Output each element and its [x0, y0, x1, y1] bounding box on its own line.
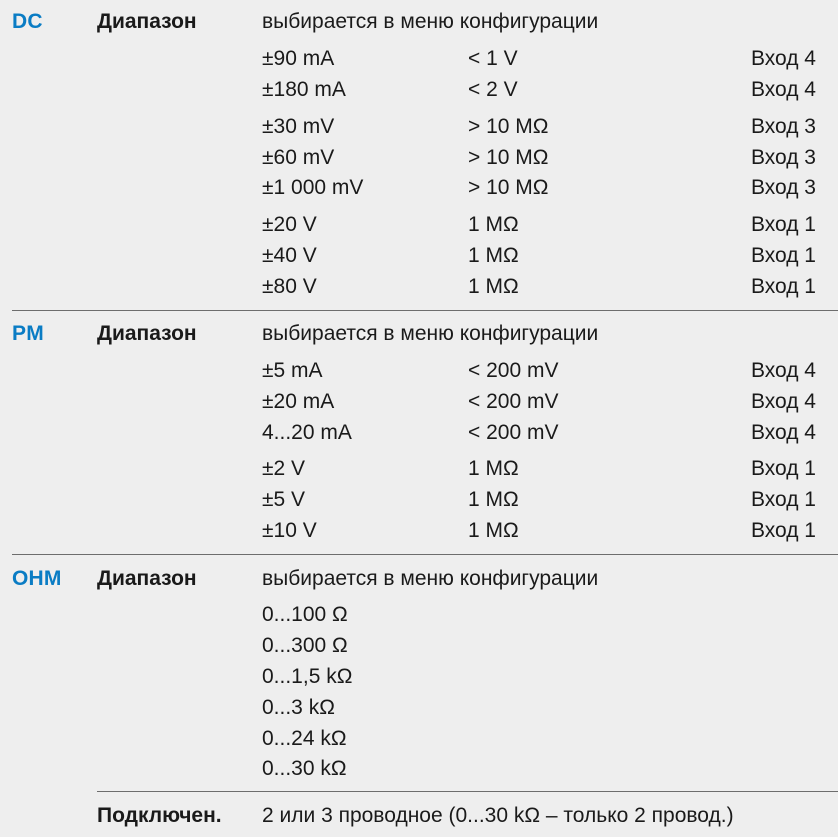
range-value: ±80 V — [262, 275, 317, 298]
ohm-range-label: Диапазон — [97, 567, 197, 590]
range-value: ±20 V — [262, 213, 317, 236]
impedance-value: 1 MΩ — [468, 244, 519, 267]
ohm-label: OHM — [12, 567, 62, 590]
impedance-value: 1 MΩ — [468, 457, 519, 480]
range-value: ±20 mA — [262, 390, 335, 413]
input-value: Вход 1 — [750, 488, 816, 511]
impedance-value: 1 MΩ — [468, 275, 519, 298]
range-value: ±1 000 mV — [262, 176, 364, 199]
table-row — [0, 359, 838, 390]
input-value: Вход 4 — [750, 78, 816, 101]
connection-divider — [97, 791, 838, 792]
range-value: ±5 mA — [262, 359, 323, 382]
input-value: Вход 3 — [750, 176, 816, 199]
input-value: Вход 1 — [750, 275, 816, 298]
range-value: ±60 mV — [262, 146, 335, 169]
section-divider — [12, 554, 838, 555]
impedance-value: 1 MΩ — [468, 488, 519, 511]
table-row — [0, 390, 838, 421]
table-row — [0, 213, 838, 244]
impedance-value: < 2 V — [468, 78, 518, 101]
input-value: Вход 1 — [750, 457, 816, 480]
range-value: ±5 V — [262, 488, 306, 511]
input-value: Вход 4 — [750, 421, 816, 444]
input-value: Вход 4 — [750, 47, 816, 70]
pm-range-desc: выбирается в меню конфигурации — [262, 322, 599, 345]
range-value: 0...100 Ω — [262, 603, 348, 626]
impedance-value: < 200 mV — [468, 390, 559, 413]
table-row — [0, 488, 838, 519]
range-value: ±30 mV — [262, 115, 335, 138]
table-row — [0, 696, 838, 727]
table-row — [0, 275, 838, 306]
table-row — [0, 727, 838, 758]
table-row — [0, 47, 838, 78]
table-row — [0, 757, 838, 788]
dc-range-desc: выбирается в меню конфигурации — [262, 10, 599, 33]
table-row — [0, 146, 838, 177]
range-value: 0...3 kΩ — [262, 696, 335, 719]
range-value: 0...24 kΩ — [262, 727, 347, 750]
table-row — [0, 665, 838, 696]
impedance-value: < 200 mV — [468, 359, 559, 382]
input-value: Вход 1 — [750, 519, 816, 542]
table-row — [0, 115, 838, 146]
input-value: Вход 1 — [750, 244, 816, 267]
range-value: 0...1,5 kΩ — [262, 665, 353, 688]
range-value: ±2 V — [262, 457, 306, 480]
impedance-value: > 10 MΩ — [468, 176, 549, 199]
dc-range-label: Диапазон — [97, 10, 197, 33]
impedance-value: < 1 V — [468, 47, 518, 70]
section-divider — [12, 310, 838, 311]
dc-label: DC — [12, 10, 43, 33]
pm-range-label: Диапазон — [97, 322, 197, 345]
connection-label: Подключен. — [97, 804, 222, 827]
table-row — [0, 603, 838, 634]
ohm-range-desc: выбирается в меню конфигурации — [262, 567, 599, 590]
pm-label: PM — [12, 322, 44, 345]
table-row — [0, 457, 838, 488]
input-value: Вход 4 — [750, 390, 816, 413]
range-value: 0...30 kΩ — [262, 757, 347, 780]
range-value: ±90 mA — [262, 47, 335, 70]
impedance-value: > 10 MΩ — [468, 115, 549, 138]
impedance-value: < 200 mV — [468, 421, 559, 444]
input-value: Вход 3 — [750, 115, 816, 138]
range-value: ±180 mA — [262, 78, 346, 101]
input-value: Вход 3 — [750, 146, 816, 169]
range-value: ±40 V — [262, 244, 317, 267]
impedance-value: 1 MΩ — [468, 519, 519, 542]
range-value: 4...20 mA — [262, 421, 352, 444]
connection-value: 2 или 3 проводное (0...30 kΩ – только 2 провод.) — [262, 804, 734, 827]
table-row — [0, 421, 838, 452]
impedance-value: > 10 MΩ — [468, 146, 549, 169]
table-row — [0, 519, 838, 550]
table-row — [0, 176, 838, 207]
input-value: Вход 4 — [750, 359, 816, 382]
table-row — [0, 634, 838, 665]
table-row — [0, 78, 838, 109]
table-row — [0, 244, 838, 275]
impedance-value: 1 MΩ — [468, 213, 519, 236]
input-value: Вход 1 — [750, 213, 816, 236]
range-value: 0...300 Ω — [262, 634, 348, 657]
range-value: ±10 V — [262, 519, 317, 542]
